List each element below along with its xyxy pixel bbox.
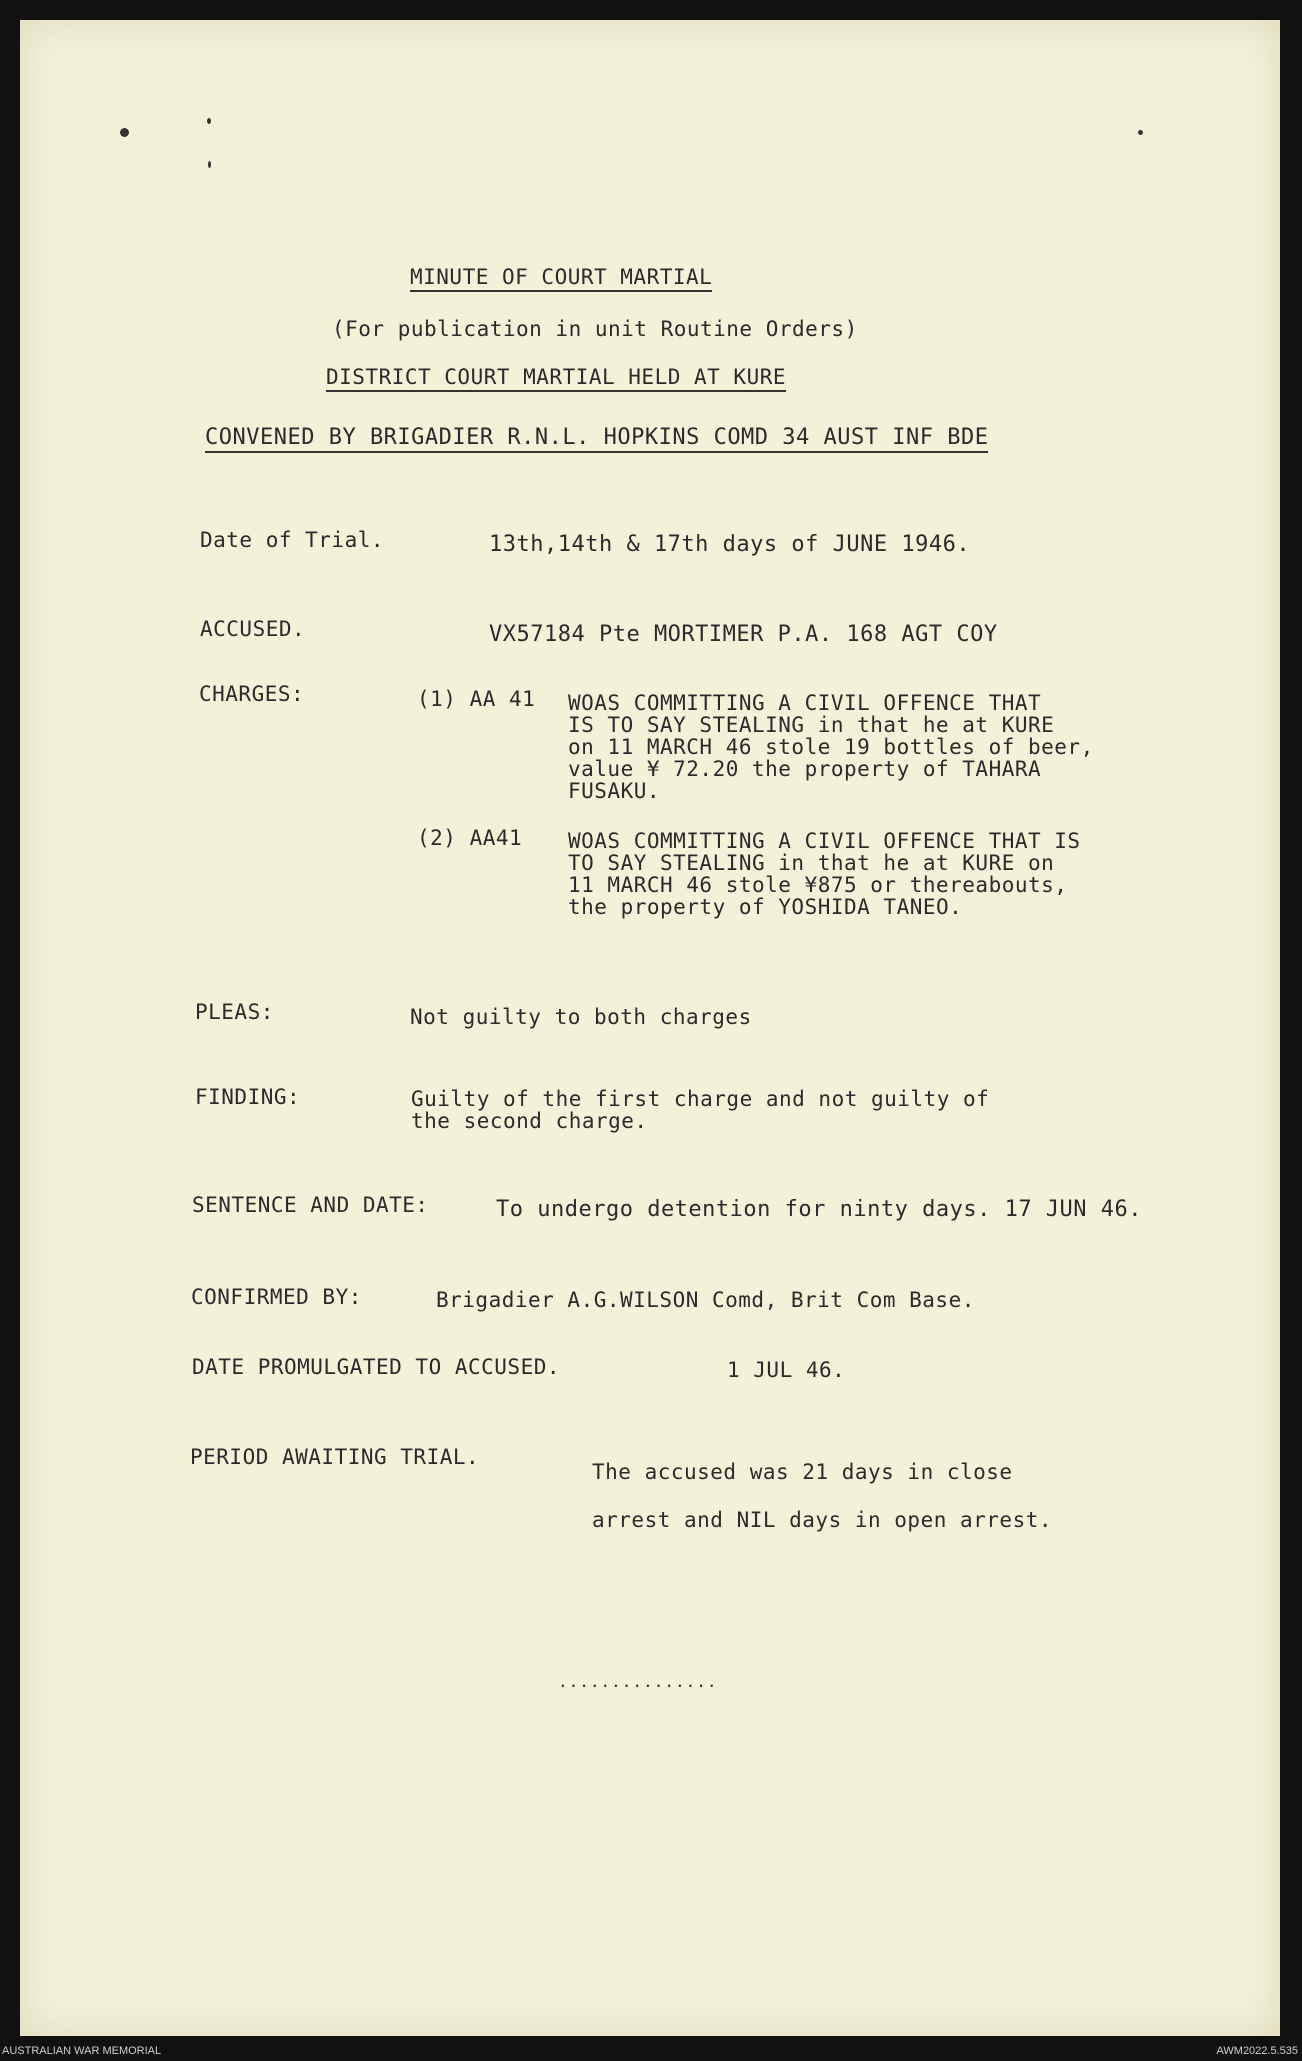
document-title: MINUTE OF COURT MARTIAL <box>410 265 712 292</box>
ink-speck <box>208 161 211 168</box>
awaiting-text <box>592 1448 1052 1544</box>
promulgated-value: 1 JUL 46. <box>727 1358 846 1382</box>
charge-2-line: TO SAY STEALING in that he at KURE on <box>568 851 1055 875</box>
charge-1-number: (1) AA 41 <box>417 687 536 711</box>
finding-text <box>411 1088 989 1132</box>
charge-1-text <box>568 692 1094 802</box>
accused-value: VX57184 Pte MORTIMER P.A. 168 AGT COY <box>489 622 998 647</box>
sentence-value: To undergo detention for ninty days. 17 JUN 46. <box>496 1197 1143 1222</box>
finding-line: the second charge. <box>411 1109 648 1133</box>
awaiting-line: arrest and NIL days in open arrest. <box>592 1508 1053 1532</box>
confirmed-label: CONFIRMED BY: <box>191 1285 362 1309</box>
footer-accession: AWM2022.5.535 <box>1216 2045 1298 2057</box>
trial-date-value: 13th,14th & 17th days of JUNE 1946. <box>489 532 971 557</box>
charge-2-text <box>568 830 1081 918</box>
charges-label: CHARGES: <box>199 682 305 706</box>
pleas-value: Not guilty to both charges <box>410 1005 752 1029</box>
ink-speck <box>207 118 211 124</box>
charge-1-line: FUSAKU. <box>568 779 661 803</box>
charge-1-line: WOAS COMMITTING A CIVIL OFFENCE THAT <box>568 691 1042 715</box>
footer-credit: AUSTRALIAN WAR MEMORIAL <box>2 2045 162 2057</box>
document-page <box>20 20 1280 2036</box>
charge-2-line: WOAS COMMITTING A CIVIL OFFENCE THAT IS <box>568 829 1081 853</box>
charge-1-line: IS TO SAY STEALING in that he at KURE <box>568 713 1055 737</box>
charge-2-line: the property of YOSHIDA TANEO. <box>568 895 963 919</box>
charge-1-line: on 11 MARCH 46 stole 19 bottles of beer, <box>568 735 1094 759</box>
awaiting-line: The accused was 21 days in close <box>592 1460 1013 1484</box>
finding-label: FINDING: <box>195 1085 301 1109</box>
accused-label: ACCUSED. <box>200 617 306 641</box>
trial-date-label: Date of Trial. <box>200 528 385 552</box>
awaiting-label: PERIOD AWAITING TRIAL. <box>190 1445 480 1469</box>
confirmed-value: Brigadier A.G.WILSON Comd, Brit Com Base. <box>436 1288 975 1312</box>
ink-speck <box>120 128 129 137</box>
convened-heading: CONVENED BY BRIGADIER R.N.L. HOPKINS COMD 34 AUST INF BDE <box>205 425 988 453</box>
finding-line: Guilty of the first charge and not guilty of <box>411 1087 990 1111</box>
charge-2-number: (2) AA41 <box>417 826 523 850</box>
charge-1-line: value ¥ 72.20 the property of TAHARA <box>568 757 1042 781</box>
charge-2-line: 11 MARCH 46 stole ¥875 or thereabouts, <box>568 873 1068 897</box>
ink-speck <box>1138 130 1143 135</box>
pleas-label: PLEAS: <box>195 1000 274 1024</box>
promulgated-label: DATE PROMULGATED TO ACCUSED. <box>192 1355 561 1379</box>
court-heading: DISTRICT COURT MARTIAL HELD AT KURE <box>326 365 786 392</box>
document-subtitle: (For publication in unit Routine Orders) <box>332 317 858 341</box>
end-mark: ............... <box>558 1672 718 1691</box>
sentence-label: SENTENCE AND DATE: <box>192 1193 429 1217</box>
